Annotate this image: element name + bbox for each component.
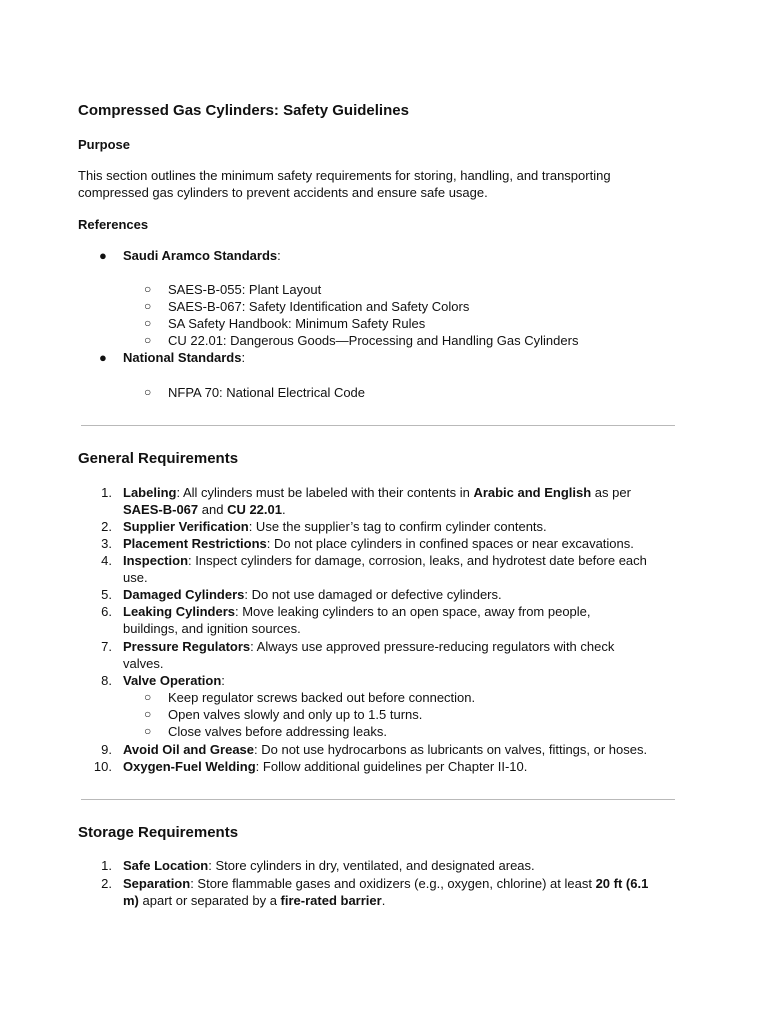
references-heading: References <box>78 217 149 232</box>
reference-item-text: SAES-B-055: Plant Layout <box>168 282 322 297</box>
list-number: 4. <box>101 553 112 568</box>
circle-marker: ○ <box>144 724 152 738</box>
reference-item-text: SAES-B-067: Safety Identification and Safety Colors <box>168 299 470 314</box>
item-label: Oxygen-Fuel Welding <box>123 759 256 774</box>
item-label: Avoid Oil and Grease <box>123 742 255 757</box>
section-divider <box>81 425 675 426</box>
item-label: Damaged Cylinders <box>123 587 245 602</box>
circle-marker: ○ <box>144 707 152 721</box>
item-label: Leaking Cylinders <box>123 604 235 619</box>
circle-marker: ○ <box>144 690 152 704</box>
general-requirements-heading: General Requirements <box>78 450 239 467</box>
bullet-marker: ● <box>99 248 107 263</box>
bullet-marker: ● <box>99 350 107 365</box>
reference-item-text: NFPA 70: National Electrical Code <box>168 385 366 400</box>
list-number: 10. <box>93 759 112 774</box>
list-number: 3. <box>101 536 112 551</box>
reference-group-label: Saudi Aramco Standards <box>123 248 278 263</box>
item-label: Labeling <box>123 485 177 500</box>
list-number: 2. <box>101 876 112 891</box>
circle-marker: ○ <box>144 299 152 313</box>
list-number: 1. <box>101 858 112 873</box>
item-label: Placement Restrictions <box>123 536 267 551</box>
circle-marker: ○ <box>144 385 152 399</box>
item-label: Pressure Regulators <box>123 639 251 654</box>
reference-item-text: SA Safety Handbook: Minimum Safety Rules <box>168 316 426 331</box>
list-number: 7. <box>101 639 112 654</box>
list-number: 2. <box>101 519 112 534</box>
storage-requirements-heading: Storage Requirements <box>78 824 239 841</box>
reference-item-text: CU 22.01: Dangerous Goods—Processing and Handling Gas Cylinders <box>168 333 579 348</box>
purpose-heading: Purpose <box>78 137 131 152</box>
item-label: Inspection <box>123 553 189 568</box>
reference-group-label: National Standards <box>123 350 242 365</box>
list-number: 1. <box>101 485 112 500</box>
list-number: 6. <box>101 604 112 619</box>
purpose-text-line-1: This section outlines the minimum safety requirements for storing, handling, and transporting <box>78 168 611 183</box>
list-number: 8. <box>101 673 112 688</box>
item-label: Supplier Verification <box>123 519 249 534</box>
item-label: Valve Operation <box>123 673 222 688</box>
section-divider <box>81 799 675 800</box>
list-number: 9. <box>101 742 112 757</box>
purpose-text-line-2: compressed gas cylinders to prevent accidents and ensure safe usage. <box>78 185 488 200</box>
item-label: Safe Location <box>123 858 209 873</box>
list-number: 5. <box>101 587 112 602</box>
item-label: Separation <box>123 876 191 891</box>
document-title: Compressed Gas Cylinders: Safety Guidelines <box>78 102 409 119</box>
circle-marker: ○ <box>144 282 152 296</box>
circle-marker: ○ <box>144 316 152 330</box>
circle-marker: ○ <box>144 333 152 347</box>
